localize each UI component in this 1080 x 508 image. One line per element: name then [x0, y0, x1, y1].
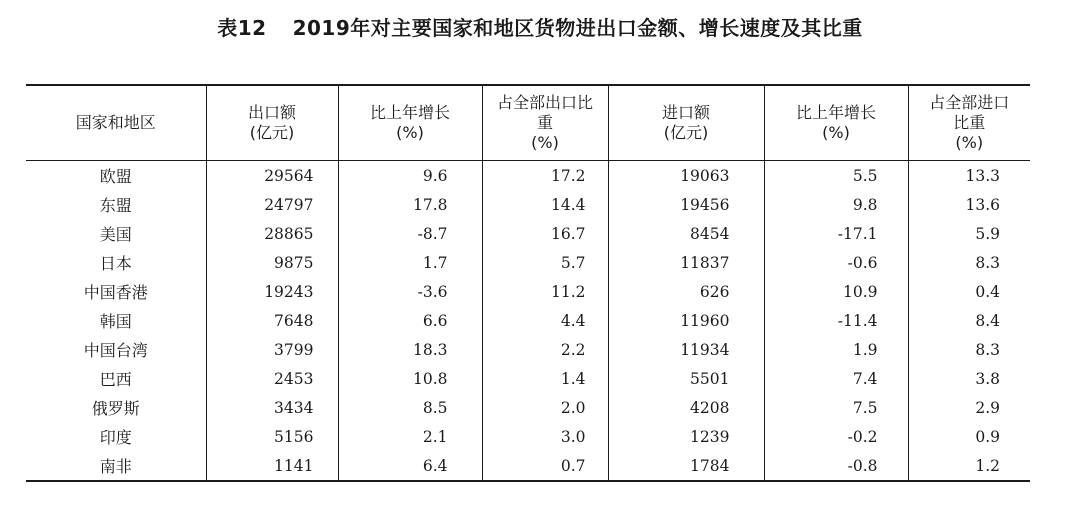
export-growth-cell: 1.7	[338, 248, 482, 277]
import-share-cell: 5.9	[975, 224, 1000, 243]
table-number: 表12	[217, 16, 267, 40]
region-cell: 俄罗斯	[26, 393, 206, 422]
header-line: (亿元)	[663, 123, 709, 142]
import-share-cell: 1.2	[975, 456, 1000, 475]
table-title	[0, 12, 1080, 41]
export-growth-cell: 17.8	[338, 190, 482, 219]
export-growth-cell: 6.4	[338, 451, 482, 481]
header-line: 占全部出口比	[496, 93, 593, 112]
header-line: 比上年增长	[369, 103, 450, 122]
export-amount-cell: 28865	[206, 219, 338, 248]
table-row	[26, 248, 1030, 277]
import-growth-cell: 10.9	[764, 277, 908, 306]
export-growth-cell: 2.1	[338, 422, 482, 451]
header-line: 比上年增长	[795, 103, 876, 122]
export-share-cell: 1.4	[482, 364, 608, 393]
export-share-cell: 16.7	[482, 219, 608, 248]
header-export-amount	[206, 85, 338, 161]
region-cell: 中国台湾	[26, 335, 206, 364]
table-row	[26, 277, 1030, 306]
import-amount-cell: 19063	[608, 161, 764, 191]
import-growth-cell: 1.9	[764, 335, 908, 364]
export-share-cell: 17.2	[482, 161, 608, 191]
export-share-cell: 2.0	[482, 393, 608, 422]
export-amount-cell: 7648	[206, 306, 338, 335]
import-growth-cell: -0.8	[764, 451, 908, 481]
export-amount-cell: 3799	[206, 335, 338, 364]
export-growth-cell: 18.3	[338, 335, 482, 364]
export-amount-cell: 9875	[206, 248, 338, 277]
export-growth-cell: 9.6	[338, 161, 482, 191]
region-cell: 中国香港	[26, 277, 206, 306]
export-share-cell: 2.2	[482, 335, 608, 364]
export-share-cell: 5.7	[482, 248, 608, 277]
header-line: 国家和地区	[75, 113, 156, 132]
import-share-cell: 0.4	[975, 282, 1000, 301]
table-row	[26, 306, 1030, 335]
region-cell: 韩国	[26, 306, 206, 335]
import-amount-cell: 5501	[608, 364, 764, 393]
import-share-cell: 8.3	[975, 253, 1000, 272]
table-row	[26, 451, 1030, 481]
export-amount-cell: 19243	[206, 277, 338, 306]
table-header	[26, 85, 1030, 161]
header-line: 比重	[953, 113, 986, 132]
export-share-cell: 14.4	[482, 190, 608, 219]
export-share-cell: 4.4	[482, 306, 608, 335]
header-region	[26, 85, 206, 161]
table-caption: 2019年对主要国家和地区货物进出口金额、增长速度及其比重	[292, 16, 863, 40]
import-growth-cell: -0.2	[764, 422, 908, 451]
import-share-cell: 2.9	[975, 398, 1000, 417]
export-share-cell: 0.7	[482, 451, 608, 481]
header-line: 占全部进口	[929, 93, 1010, 112]
import-share-cell: 13.3	[965, 166, 1000, 185]
export-amount-cell: 2453	[206, 364, 338, 393]
header-import-growth	[764, 85, 908, 161]
header-line: 出口额	[247, 103, 296, 122]
export-share-cell: 11.2	[482, 277, 608, 306]
import-share-cell: 3.8	[975, 369, 1000, 388]
export-share-cell: 3.0	[482, 422, 608, 451]
header-line: (%)	[396, 123, 424, 142]
export-amount-cell: 5156	[206, 422, 338, 451]
region-cell: 南非	[26, 451, 206, 481]
import-growth-cell: 7.5	[764, 393, 908, 422]
region-cell: 美国	[26, 219, 206, 248]
header-export-share	[482, 85, 608, 161]
import-growth-cell: -17.1	[764, 219, 908, 248]
header-row	[26, 85, 1030, 161]
table-row	[26, 335, 1030, 364]
region-cell: 东盟	[26, 190, 206, 219]
export-growth-cell: -8.7	[338, 219, 482, 248]
region-cell: 欧盟	[26, 161, 206, 191]
export-amount-cell: 3434	[206, 393, 338, 422]
header-line: (%)	[955, 133, 984, 152]
import-share-cell: 13.6	[965, 195, 1000, 214]
import-growth-cell: 9.8	[764, 190, 908, 219]
import-amount-cell: 1784	[608, 451, 764, 481]
import-share-cell: 0.9	[975, 427, 1000, 446]
table-body	[26, 161, 1030, 482]
import-growth-cell: -0.6	[764, 248, 908, 277]
export-growth-cell: 6.6	[338, 306, 482, 335]
export-amount-cell: 29564	[206, 161, 338, 191]
region-cell: 巴西	[26, 364, 206, 393]
table-row	[26, 161, 1030, 191]
table-row	[26, 219, 1030, 248]
import-growth-cell: 5.5	[764, 161, 908, 191]
import-amount-cell: 19456	[608, 190, 764, 219]
import-growth-cell: 7.4	[764, 364, 908, 393]
trade-table	[26, 84, 1030, 482]
import-growth-cell: -11.4	[764, 306, 908, 335]
export-growth-cell: 8.5	[338, 393, 482, 422]
header-line: (%)	[531, 133, 559, 152]
import-share-cell: 8.4	[975, 311, 1000, 330]
header-line: (亿元)	[249, 123, 295, 142]
import-amount-cell: 11837	[608, 248, 764, 277]
import-amount-cell: 4208	[608, 393, 764, 422]
import-amount-cell: 11934	[608, 335, 764, 364]
import-amount-cell: 626	[608, 277, 764, 306]
export-amount-cell: 1141	[206, 451, 338, 481]
header-line: (%)	[822, 123, 850, 142]
export-growth-cell: 10.8	[338, 364, 482, 393]
export-growth-cell: -3.6	[338, 277, 482, 306]
table-row	[26, 393, 1030, 422]
import-amount-cell: 8454	[608, 219, 764, 248]
header-line: 重	[536, 113, 553, 132]
import-amount-cell: 1239	[608, 422, 764, 451]
header-import-share	[908, 85, 1030, 161]
export-amount-cell: 24797	[206, 190, 338, 219]
table-row	[26, 190, 1030, 219]
table-row	[26, 422, 1030, 451]
region-cell: 日本	[26, 248, 206, 277]
header-import-amount	[608, 85, 764, 161]
header-export-growth	[338, 85, 482, 161]
region-cell: 印度	[26, 422, 206, 451]
import-amount-cell: 11960	[608, 306, 764, 335]
import-share-cell: 8.3	[975, 340, 1000, 359]
header-line: 进口额	[661, 103, 710, 122]
table-row	[26, 364, 1030, 393]
